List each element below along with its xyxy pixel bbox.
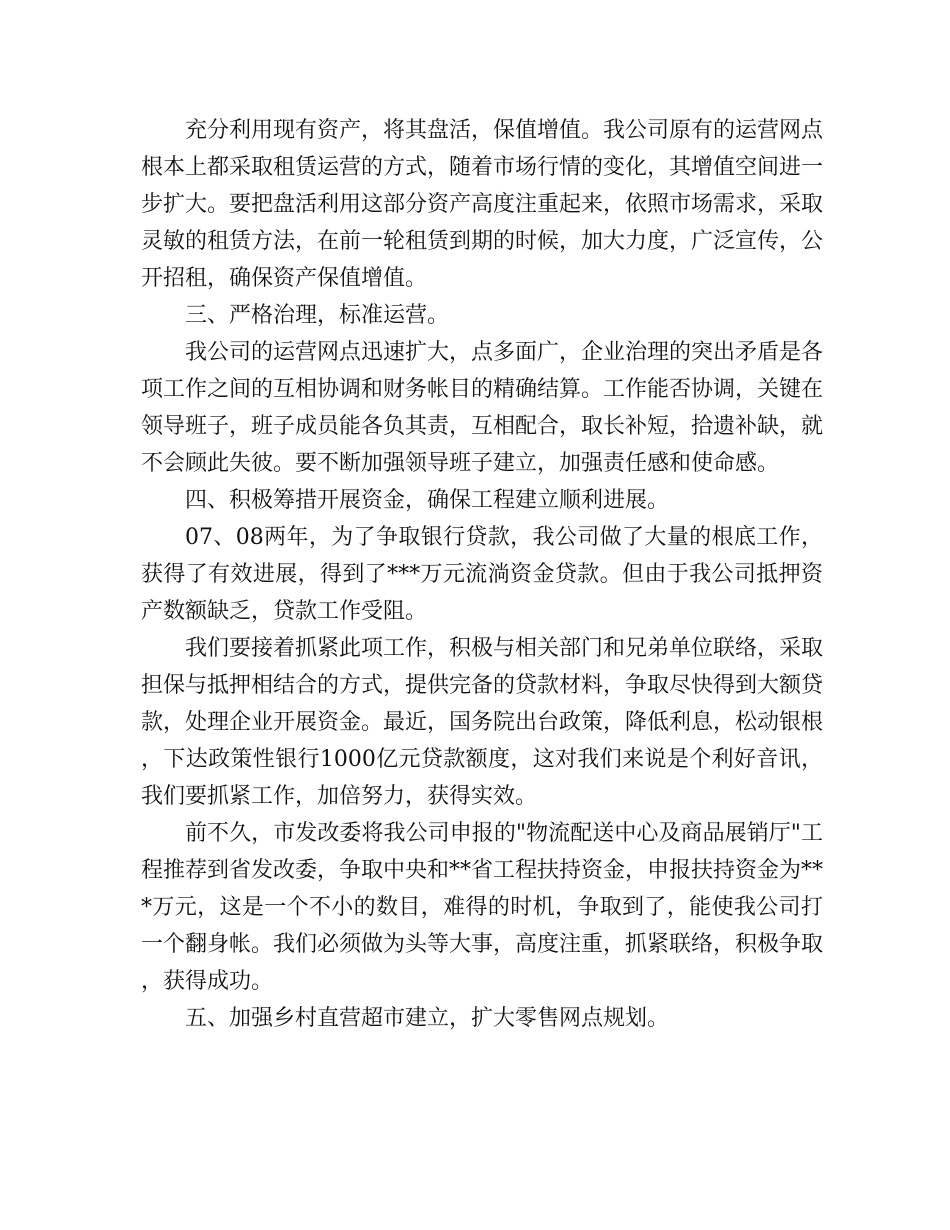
document-body [141,112,823,1037]
paragraph-bank-loans: 07、08两年，为了争取银行贷款，我公司做了大量的根底工作，获得了有效进展，得到了***万元流淌资金贷款。但由于我公司抵押资产数额缺乏，贷款工作受阻。 [141,525,823,624]
section-heading-5: 五、加强乡村直营超市建立，扩大零售网点规划。 [185,1006,670,1031]
paragraph-asset-utilization: 充分利用现有资产，将其盘活，保值增值。我公司原有的运营网点根本上都采取租赁运营的方式，随着市场行情的变化，其增值空间进一步扩大。要把盘活利用这部分资产高度注重起来，依照市场需求，采取灵敏的租赁方法，在前一轮租赁到期的时候，加大力度，广泛宣传，公开招租，确保资产保值增值。 [141,118,824,291]
section-heading-3: 三、严格治理，标准运营。 [185,303,450,328]
section-heading-4: 四、积极筹措开展资金，确保工程建立顺利进展。 [185,488,670,513]
paragraph-loan-plan: 我们要接着抓紧此项工作，积极与相关部门和兄弟单位联络，采取担保与抵押相结合的方式，提供完备的贷款材料，争取尽快得到大额贷款，处理企业开展资金。最近，国务院出台政策，降低利息，松动银根，下达政策性银行1000亿元贷款额度，这对我们来说是个利好音讯，我们要抓紧工作，加倍努力，获得实效。 [141,636,824,809]
paragraph-project-funding: 前不久，市发改委将我公司申报的"物流配送中心及商品展销厅"工程推荐到省发改委，争取中央和**省工程扶持资金，申报扶持资金为***万元，这是一个不小的数目，难得的时机，争取到了，能使我公司打一个翻身帐。我们必须做为头等大事，高度注重，抓紧联络，积极争取，获得成功。 [141,821,824,994]
paragraph-management: 我公司的运营网点迅速扩大，点多面广，企业治理的突出矛盾是各项工作之间的互相协调和财务帐目的精确结算。工作能否协调，关键在领导班子，班子成员能各负其责，互相配合，取长补短，拾遗补缺，就不会顾此失彼。要不断加强领导班子建立，加强责任感和使命感。 [141,340,824,476]
